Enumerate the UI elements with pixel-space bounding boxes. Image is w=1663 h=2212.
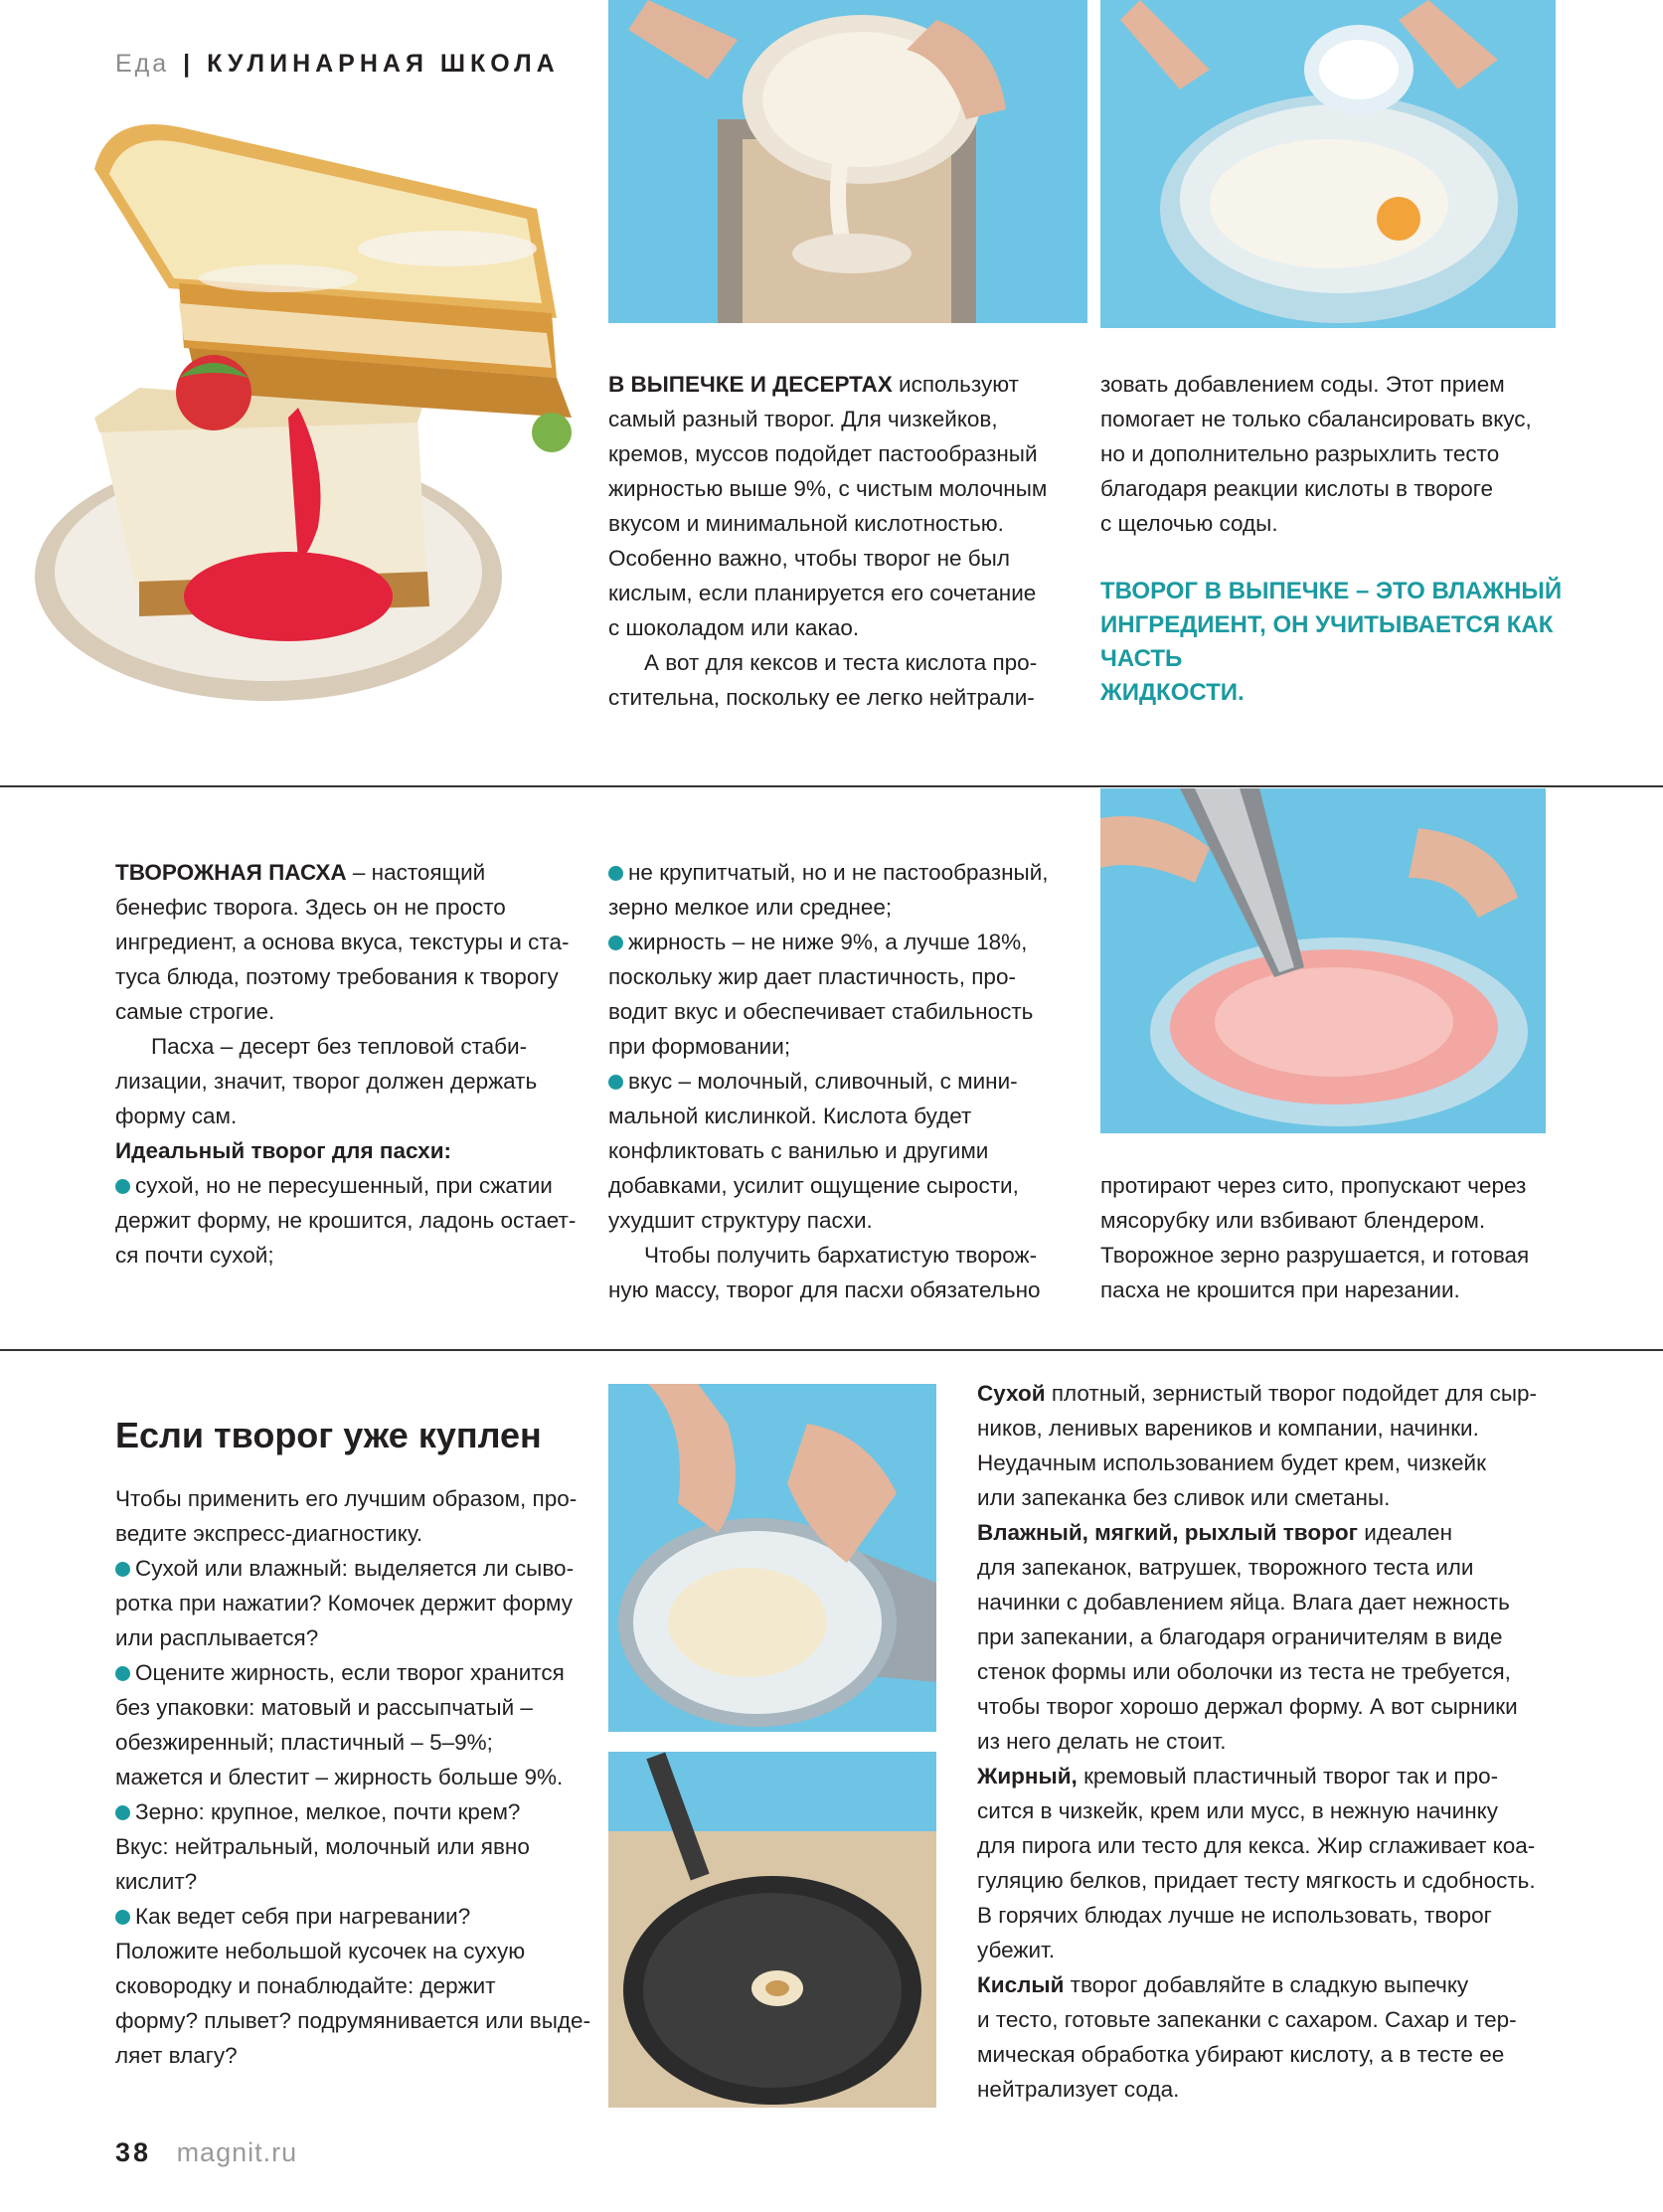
paskha-column-3 [1100,1168,1568,1307]
section-header [115,50,560,79]
baking-lead: В ВЫПЕЧКЕ И ДЕСЕРТАХ [608,372,893,397]
text-line: вкусом и минимальной кислотностью. [608,511,1004,536]
text-line: Чтобы применить его лучшим образом, про- [115,1486,578,1511]
callout-line: ЖИДКОСТИ. [1100,679,1245,706]
text-line: без упаковки: матовый и рассыпчатый – [115,1695,533,1720]
baking-column-2 [1100,367,1568,541]
section-title: КУЛИНАРНАЯ ШКОЛА [207,50,560,78]
text-line: чтобы творог хорошо держал форму. А вот сырники [977,1694,1518,1719]
ideal-heading: Идеальный творог для пасхи: [115,1138,452,1163]
text-line: конфликтовать с ванилью и другими [608,1138,989,1163]
bullet-dot [608,1075,623,1090]
text-line: сухой, но не пересушенный, при сжатии [135,1173,553,1198]
paskha-column-2 [608,855,1076,1307]
text-line: Неудачным использованием будет крем, чизкейк [977,1450,1486,1475]
text-line: из него делать не стоит. [977,1729,1227,1754]
text-line: пасха не крошится при нарезании. [1100,1277,1460,1302]
text-line: мясорубку или взбивают блендером. [1100,1208,1486,1233]
text-line: Как ведет себя при нагревании? [135,1904,471,1929]
pan-photo [608,1752,936,2108]
text-line: поскольку жир дает пластичность, про- [608,964,1016,989]
text-line: ротка при нажатии? Комочек держит форму [115,1591,573,1616]
text-line: стительна, поскольку ее легко нейтрали- [608,685,1035,710]
text-line: начинки с добавлением яйца. Влага дает нежность [977,1590,1510,1615]
text-line: с щелочью соды. [1100,511,1278,536]
text-line: самый разный творог. Для чизкейков, [608,407,998,431]
text-line: ников, ленивых вареников и компании, начинки. [977,1416,1479,1441]
text-line: помогает не только сбалансировать вкус, [1100,407,1532,431]
text-line: протирают через сито, пропускают через [1100,1173,1527,1198]
text-line: мажется и блестит – жирность больше 9%. [115,1765,564,1789]
section-label: Еда [115,50,170,78]
text-line: убежит. [977,1938,1056,1962]
text-line: плотный, зернистый творог подойдет для сыр- [1045,1381,1538,1406]
text-line: лизации, значит, творог должен держать [115,1069,538,1094]
text-line: форму сам. [115,1104,238,1128]
text-line: зерно мелкое или среднее; [608,895,893,920]
text-line: ся почти сухой; [115,1243,274,1268]
paskha-lead: ТВОРОЖНАЯ ПАСХА [115,860,347,885]
paskha-column-1 [115,855,582,1273]
text-line: не крупитчатый, но и не пастообразный, [628,860,1049,885]
text-line: стенок формы или оболочки из теста не требуется, [977,1659,1511,1684]
type-lead-moist: Влажный, мягкий, рыхлый творог [977,1520,1358,1545]
text-line: В горячих блюдах лучше не использовать, творог [977,1903,1492,1928]
text-line: жирность – не ниже 9%, а лучше 18%, [628,930,1028,954]
text-line: но и дополнительно разрыхлить тесто [1100,441,1500,466]
bowl-photo [1100,0,1556,328]
diagnostics-column [115,1481,592,2073]
text-line: ную массу, творог для пасхи обязательно [608,1277,1041,1302]
baking-callout [1100,575,1568,710]
type-lead-sour: Кислый [977,1972,1065,1997]
text-line: Вкус: нейтральный, молочный или явно [115,1834,530,1859]
baking-column-1 [608,367,1076,715]
site-link[interactable]: magnit.ru [176,2137,298,2167]
text-line: туса блюда, поэтому требования к творогу [115,964,559,989]
divider-1 [0,785,1663,787]
blender-photo [1100,788,1546,1133]
text-line: Творожное зерно разрушается, и готовая [1100,1243,1530,1268]
text-line: бенефис творога. Здесь он не просто [115,895,506,920]
text-line: для запеканок, ватрушек, творожного теста или [977,1555,1474,1580]
text-line: водит вкус и обеспечивает стабильность [608,999,1034,1024]
text-line: – настоящий [346,860,486,885]
text-line: форму? плывет? подрумянивается или выде- [115,2008,591,2033]
text-line: Зерно: крупное, мелкое, почти крем? [135,1799,521,1824]
page-number: 38 [115,2137,152,2167]
text-line: ляет влагу? [115,2043,238,2068]
bullet-dot [608,866,623,881]
types-column [977,1376,1574,2107]
text-line: Сухой или влажный: выделяется ли сыво- [135,1556,575,1581]
bullet-dot [115,1562,130,1577]
text-line: для пирога или тесто для кекса. Жир сглаживает коа- [977,1833,1536,1858]
text-line: при запекании, а благодаря ограничителям в виде [977,1624,1503,1649]
text-line: самые строгие. [115,999,275,1024]
text-line: идеален [1357,1520,1452,1545]
cake-photo [0,89,586,726]
text-line: или расплывается? [115,1625,319,1650]
type-lead-dry: Сухой [977,1381,1046,1406]
divider-2 [0,1349,1663,1351]
text-line: Особенно важно, чтобы творог не был [608,546,1010,571]
text-line: обезжиренный; пластичный – 5–9%; [115,1730,493,1755]
text-line: ухудшит структуру пасхи. [608,1208,873,1233]
text-line: зовать добавлением соды. Этот прием [1100,372,1505,397]
bullet-dot [115,1179,130,1194]
text-line: кремовый пластичный творог так и про- [1077,1764,1499,1788]
text-line: Пасха – десерт без тепловой стаби- [151,1034,528,1059]
pouring-photo [608,0,1087,323]
text-line: вкус – молочный, сливочный, с мини- [628,1069,1018,1094]
text-line: с шоколадом или какао. [608,615,860,640]
crumble-photo [608,1384,936,1732]
text-line: мическая обработка убирают кислоту, а в тесте ее [977,2042,1505,2067]
text-line: гуляцию белков, придает тесту мягкость и сдобность. [977,1868,1536,1893]
text-line: кремов, муссов подойдет пастообразный [608,441,1038,466]
text-line: кислит? [115,1869,198,1894]
callout-line: ТВОРОГ В ВЫПЕЧКЕ – ЭТО ВЛАЖНЫЙ [1100,578,1563,604]
block3-heading: Если творог уже куплен [115,1415,542,1455]
text-line: сится в чизкейк, крем или мусс, в нежную начинку [977,1798,1498,1823]
text-line: ингредиент, а основа вкуса, текстуры и ста- [115,930,570,954]
text-line: жирностью выше 9%, с чистым молочным [608,476,1048,501]
text-line: добавками, усилит ощущение сырости, [608,1173,1019,1198]
text-line: или запеканка без сливок или сметаны. [977,1485,1391,1510]
text-line: используют [892,372,1019,397]
type-lead-fat: Жирный, [977,1764,1078,1788]
page-footer [115,2137,297,2168]
text-line: и тесто, готовьте запеканки с сахаром. Сахар и тер- [977,2007,1517,2032]
text-line: благодаря реакции кислоты в твороге [1100,476,1494,501]
header-separator: | [183,50,194,78]
bullet-dot [608,936,623,950]
text-line: Положите небольшой кусочек на сухую [115,1939,526,1963]
text-line: Оцените жирность, если творог хранится [135,1660,565,1685]
text-line: творог добавляйте в сладкую выпечку [1064,1972,1469,1997]
text-line: А вот для кексов и теста кислота про- [644,650,1038,675]
text-line: при формовании; [608,1034,791,1059]
text-line: кислым, если планируется его сочетание [608,581,1037,605]
text-line: Чтобы получить бархатистую творож- [644,1243,1038,1268]
text-line: сковородку и понаблюдайте: держит [115,1973,496,1998]
text-line: ведите экспресс-диагностику. [115,1521,423,1546]
callout-line: ИНГРЕДИЕНТ, ОН УЧИТЫВАЕТСЯ КАК ЧАСТЬ [1100,611,1554,672]
text-line: мальной кислинкой. Кислота будет [608,1104,972,1128]
bullet-dot [115,1910,130,1925]
text-line: держит форму, не крошится, ладонь остает- [115,1208,577,1233]
bullet-dot [115,1805,130,1820]
text-line: нейтрализует сода. [977,2077,1180,2102]
bullet-dot [115,1666,130,1681]
